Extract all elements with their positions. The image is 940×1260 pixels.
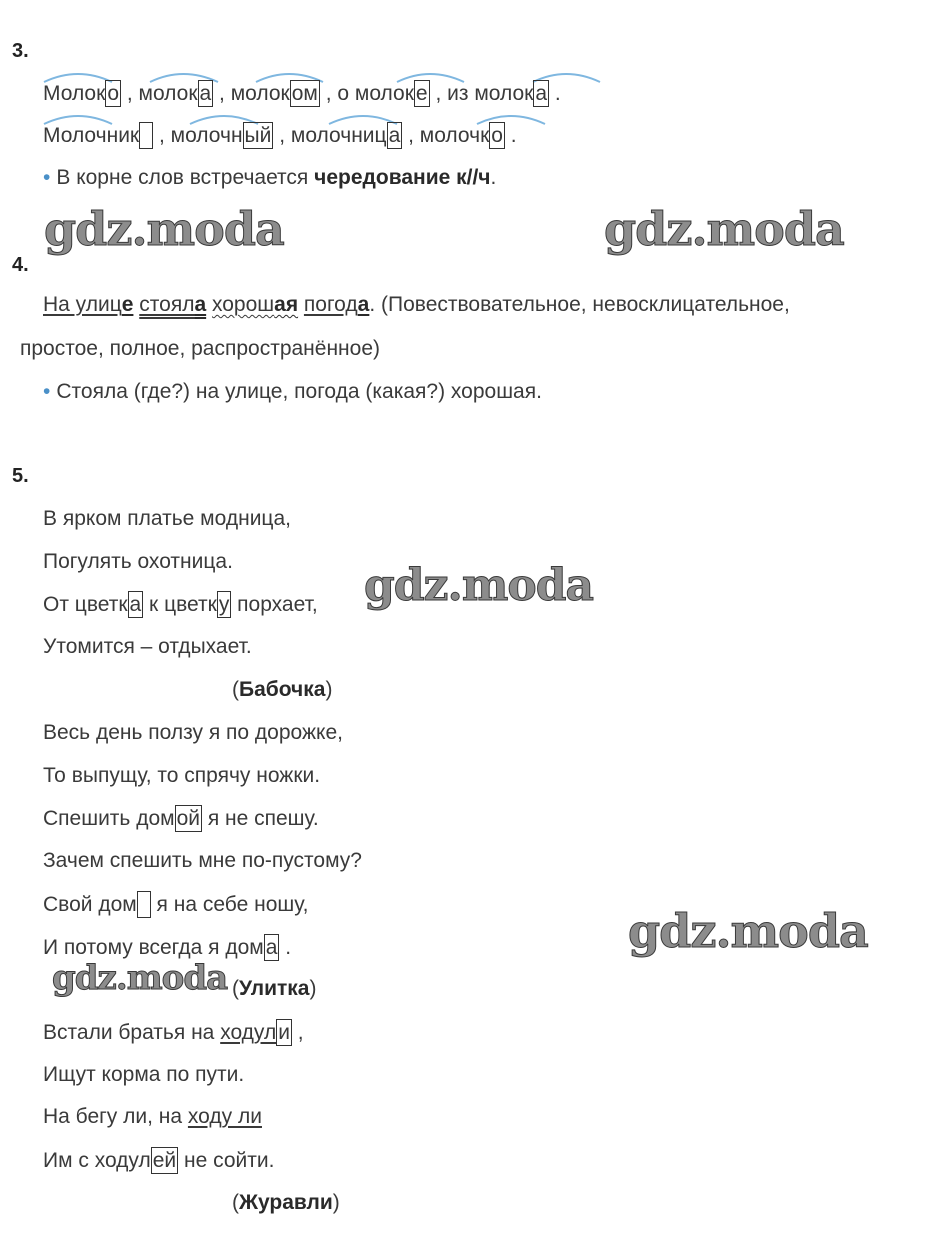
bullet-icon: •	[43, 166, 51, 189]
ex4-sentence: На улице стояла хорошая погода. (Повествовательное, невосклицательное,	[43, 293, 790, 316]
subject: погод	[303, 293, 358, 316]
poem-line: Им с ходулей не сойти.	[43, 1149, 275, 1172]
ex3-note: • В корне слов встречается чередование к//ч.	[43, 166, 497, 189]
riddle-answer: (Бабочка)	[232, 678, 333, 701]
watermark: gdz.moda	[52, 958, 228, 998]
exercise-4-number: 4.	[12, 254, 29, 276]
exercise-3-number: 3.	[12, 40, 29, 62]
poem-line: Спешить домой я не спешу.	[43, 807, 319, 830]
riddle-answer: (Журавли)	[232, 1191, 340, 1214]
attribute: хорош	[211, 293, 275, 316]
poem-line: Зачем спешить мне по-пустому?	[43, 849, 362, 872]
predicate: стоял	[139, 293, 195, 316]
poem-line: Встали братья на ходули ,	[43, 1021, 304, 1044]
exercise-5-number: 5.	[12, 465, 29, 487]
watermark: gdz.moda	[604, 202, 844, 256]
subject-part: На улиц	[43, 293, 122, 316]
poem-line: Весь день ползу я по дорожке,	[43, 721, 343, 744]
watermark: gdz.moda	[44, 202, 284, 256]
riddle-answer: (Улитка)	[232, 977, 317, 1000]
poem-line: И потому всегда я дома .	[43, 936, 292, 959]
poem-line: Утомится – отдыхает.	[43, 635, 252, 658]
poem-line: То выпущу, то спрячу ножки.	[43, 764, 321, 787]
ex4-note: • Стояла (где?) на улице, погода (какая?) хорошая.	[43, 380, 542, 403]
poem-line: От цветка к цветку порхает,	[43, 593, 318, 616]
root-arcs	[0, 0, 940, 140]
bullet-icon: •	[43, 380, 51, 403]
ex4-description: простое, полное, распространённое)	[20, 337, 380, 360]
ex3-line-1: Молоко , молока , молоком , о молоке , из молока .	[43, 82, 561, 105]
poem-line: На бегу ли, на ходу ли	[43, 1105, 262, 1128]
poem-line: В ярком платье модница,	[43, 507, 291, 530]
poem-line: Ищут корма по пути.	[43, 1063, 245, 1086]
poem-line: Погулять охотница.	[43, 550, 233, 573]
ex3-line-2: Молочник , молочный , молочница , молочко .	[43, 124, 517, 147]
watermark: gdz.moda	[364, 560, 594, 611]
poem-line: Свой дом я на себе ношу,	[43, 893, 309, 916]
watermark: gdz.moda	[628, 904, 868, 958]
